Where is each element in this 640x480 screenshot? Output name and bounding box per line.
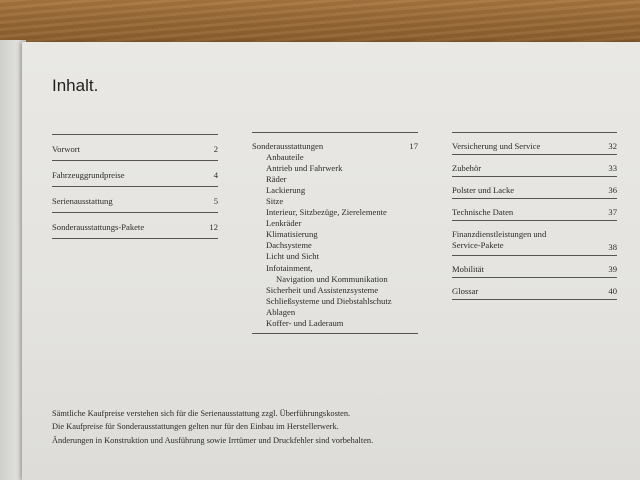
toc-entry[interactable] bbox=[452, 199, 617, 221]
toc-subentry[interactable]: Interieur, Sitzbezüge, Zierelemente bbox=[266, 207, 387, 218]
toc-subentry[interactable]: Koffer- und Laderaum bbox=[266, 318, 344, 328]
toc-entry[interactable] bbox=[52, 213, 218, 239]
toc-subentry-continuation[interactable]: Navigation und Kommunikation bbox=[276, 273, 388, 284]
toc-subentry[interactable]: Infotainment, bbox=[266, 262, 313, 273]
toc-entry-page: 12 bbox=[209, 222, 218, 233]
toc-entry-label: Glossar bbox=[452, 286, 479, 297]
toc-entry-page: 40 bbox=[608, 286, 617, 297]
toc-entry-page: 39 bbox=[608, 264, 617, 275]
toc-entry[interactable] bbox=[252, 142, 418, 151]
footnote-line: Änderungen in Konstruktion und Ausführung sowie Irrtümer und Druckfehler sind vorbehalten. bbox=[52, 435, 374, 445]
page-title: Inhalt. bbox=[52, 76, 99, 95]
toc-entry-label: Fahrzeuggrundpreise bbox=[52, 170, 125, 181]
toc-entry[interactable] bbox=[52, 161, 218, 187]
toc-subentry[interactable]: Lackierung bbox=[266, 184, 306, 195]
toc-subentry[interactable]: Ablagen bbox=[266, 306, 296, 317]
toc-entry-label: Mobilität bbox=[452, 264, 484, 275]
toc-entry[interactable] bbox=[452, 221, 617, 256]
toc-entry[interactable] bbox=[452, 278, 617, 300]
toc-entry-label: Polster und Lacke bbox=[452, 185, 515, 196]
toc-entry[interactable] bbox=[452, 155, 617, 177]
toc-subentry[interactable]: Licht und Sicht bbox=[266, 251, 319, 262]
toc-subentry[interactable]: Lenkräder bbox=[266, 218, 302, 229]
toc-entry-page: 2 bbox=[213, 144, 218, 155]
toc-entry[interactable] bbox=[52, 187, 218, 213]
toc-entry-page: 36 bbox=[608, 185, 617, 196]
divider bbox=[252, 132, 418, 133]
footnote-line: Sämtliche Kaufpreise verstehen sich für die Serienausstattung zzgl. Überführungskosten. bbox=[52, 409, 351, 418]
toc-entry-label: Sonderausstattungen bbox=[252, 141, 324, 151]
toc-entry-label: Vorwort bbox=[52, 144, 81, 155]
toc-entry-label: Technische Daten bbox=[452, 207, 514, 218]
toc-entry-label-line1: Finanzdienstleistungen und bbox=[452, 228, 547, 239]
toc-subentry[interactable]: Dachsysteme bbox=[266, 240, 312, 251]
toc-subentry[interactable]: Anbauteile bbox=[266, 151, 304, 162]
toc-entry-label bbox=[452, 229, 546, 252]
toc-subentry[interactable]: Klimatisierung bbox=[266, 229, 318, 240]
toc-column-2 bbox=[252, 132, 418, 334]
footnote-line: Die Kaufpreise für Sonderausstattungen gelten nur für den Einbau im Herstellerwerk. bbox=[52, 422, 339, 432]
toc-entry-page: 38 bbox=[608, 242, 617, 253]
toc-entry-label: Versicherung und Service bbox=[452, 141, 541, 152]
divider bbox=[252, 333, 418, 334]
toc-entry-label: Zubehör bbox=[452, 163, 482, 174]
toc-entry-page: 37 bbox=[608, 207, 617, 218]
toc-subentry[interactable]: Räder bbox=[266, 173, 287, 184]
toc-entry-label-line2: Service-Pakete bbox=[452, 240, 504, 251]
toc-subentry[interactable]: Antrieb und Fahrwerk bbox=[266, 162, 343, 173]
toc-entry-page: 5 bbox=[213, 196, 218, 207]
toc-entry-label: Serienausstattung bbox=[52, 196, 113, 207]
footnotes bbox=[52, 407, 592, 447]
toc-entry[interactable] bbox=[52, 135, 218, 161]
toc-entry-page: 17 bbox=[409, 141, 418, 151]
toc-subentry[interactable]: Sicherheit und Assistenzsysteme bbox=[266, 284, 379, 295]
toc-subentry[interactable]: Sitze bbox=[266, 195, 284, 206]
toc-column-1 bbox=[52, 134, 218, 239]
wooden-table-background bbox=[0, 0, 640, 44]
toc-entry[interactable] bbox=[452, 177, 617, 199]
toc-entry-page: 32 bbox=[608, 141, 617, 152]
toc-entry-page: 4 bbox=[213, 170, 218, 181]
toc-entry-page: 33 bbox=[608, 163, 617, 174]
toc-entry-label: Sonderausstattungs-Pakete bbox=[52, 222, 145, 233]
toc-subentry[interactable]: Schließsysteme und Diebstahlschutz bbox=[266, 295, 392, 306]
toc-column-3 bbox=[452, 132, 617, 300]
toc-entry[interactable] bbox=[452, 133, 617, 155]
toc-entry[interactable] bbox=[452, 256, 617, 278]
